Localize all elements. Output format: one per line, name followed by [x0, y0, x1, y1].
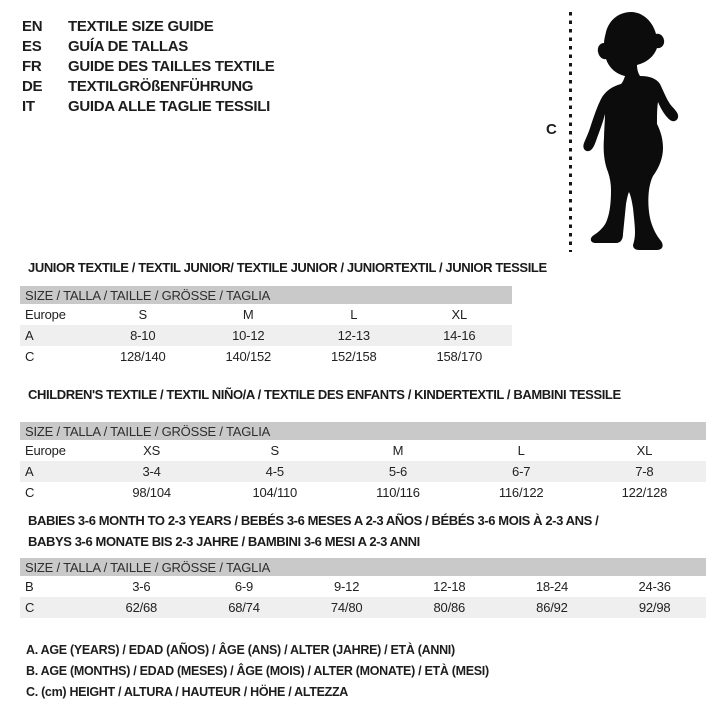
language-title: GUIDA ALLE TAGLIE TESSILI: [68, 97, 270, 115]
cell: 6-7: [460, 461, 583, 482]
cell: XS: [143, 443, 161, 458]
cell: 104/110: [252, 485, 298, 500]
table-row: [20, 576, 706, 597]
cell: 9-12: [334, 579, 360, 594]
cell: 7-8: [583, 461, 706, 482]
cell: XL: [636, 443, 653, 458]
row-label: B: [25, 579, 34, 594]
size-header-band: SIZE / TALLA / TAILLE / GRÖSSE / TAGLIA: [20, 558, 706, 576]
cell: S: [138, 307, 147, 322]
babies-section-title: BABIES 3-6 MONTH TO 2-3 YEARS / BEBÉS 3-6 MESES A 2-3 AÑOS / BÉBÉS 3-6 MOIS À 2-3 ANS / BABYS 3-6 MONATE BIS 2-3 JAHRE / BAMBINI 3-6 MESI A 2-3 ANNI: [28, 513, 599, 549]
cell: 10-12: [196, 325, 302, 346]
toddler-silhouette-icon: [578, 10, 688, 250]
cell: 8-10: [90, 325, 196, 346]
footnote-a: A. AGE (YEARS) / EDAD (AÑOS) / ÂGE (ANS) / ALTER (JAHRE) / ETÀ (ANNI): [26, 643, 455, 657]
junior-size-table: [20, 286, 512, 367]
language-title: TEXTILE SIZE GUIDE: [68, 17, 214, 35]
cell: 4-5: [213, 461, 336, 482]
cell: L: [350, 307, 358, 322]
cell: L: [517, 443, 525, 458]
row-label: Europe: [25, 307, 66, 322]
cell: 6-9: [234, 579, 254, 594]
language-code: IT: [22, 97, 35, 115]
language-code: FR: [22, 57, 42, 75]
cell: 24-36: [638, 579, 671, 594]
cell: 158/170: [436, 349, 483, 364]
language-row-fr: [22, 56, 274, 76]
cell: 122/128: [621, 485, 668, 500]
row-label: Europe: [25, 443, 66, 458]
cell: 3-4: [90, 461, 213, 482]
cell: 140/152: [225, 349, 272, 364]
cell: 68/74: [193, 597, 296, 618]
language-code: ES: [22, 37, 42, 55]
cell: 74/80: [295, 597, 398, 618]
cell: 3-6: [132, 579, 151, 594]
cell: 116/122: [498, 485, 544, 500]
babies-size-table: [20, 558, 706, 618]
table-row: [20, 325, 512, 346]
height-label-c: C: [546, 121, 557, 138]
table-row: [20, 346, 512, 367]
language-row-en: [22, 16, 274, 36]
language-title: GUIDE DES TAILLES TEXTILE: [68, 57, 275, 75]
size-header-band: SIZE / TALLA / TAILLE / GRÖSSE / TAGLIA: [20, 286, 512, 304]
table-header-row: [20, 286, 512, 304]
footnotes: [26, 640, 489, 703]
cell: 5-6: [336, 461, 459, 482]
table-header-row: [20, 558, 706, 576]
table-row: [20, 440, 706, 461]
cell: S: [270, 443, 280, 458]
language-code: EN: [22, 17, 43, 35]
language-title: TEXTILGRÖßENFÜHRUNG: [68, 77, 254, 95]
cell: 18-24: [535, 579, 569, 594]
row-label: C: [20, 597, 90, 618]
cell: M: [392, 443, 404, 458]
table-row: [20, 461, 706, 482]
table-row: [20, 597, 706, 618]
height-figure: [540, 8, 700, 258]
language-title: GUÍA DE TALLAS: [68, 37, 188, 55]
junior-section-title: JUNIOR TEXTILE / TEXTIL JUNIOR/ TEXTILE JUNIOR / JUNIORTEXTIL / JUNIOR TESSILE: [28, 260, 547, 275]
cell: 62/68: [90, 597, 193, 618]
cell: 12-13: [301, 325, 407, 346]
children-size-table: [20, 422, 706, 503]
language-row-de: [22, 76, 274, 96]
size-header-band: SIZE / TALLA / TAILLE / GRÖSSE / TAGLIA: [20, 422, 706, 440]
cell: 128/140: [119, 349, 166, 364]
cell: 12-18: [433, 579, 466, 594]
cell: 14-16: [407, 325, 513, 346]
cell: 152/158: [330, 349, 377, 364]
language-code: DE: [22, 77, 43, 95]
language-list: [22, 16, 274, 116]
cell: XL: [451, 307, 467, 322]
footnote-b: B. AGE (MONTHS) / EDAD (MESES) / ÂGE (MOIS) / ALTER (MONATE) / ETÀ (MESI): [26, 664, 489, 678]
cell: 110/116: [376, 485, 420, 500]
cell: 80/86: [398, 597, 501, 618]
footnote-c: C. (cm) HEIGHT / ALTURA / HAUTEUR / HÖHE / ALTEZZA: [26, 685, 349, 699]
children-section-title: CHILDREN'S TEXTILE / TEXTIL NIÑO/A / TEXTILE DES ENFANTS / KINDERTEXTIL / BAMBINI TESSILE: [28, 387, 621, 402]
table-header-row: [20, 422, 706, 440]
table-row: [20, 482, 706, 503]
row-label: A: [20, 461, 90, 482]
cell: 86/92: [501, 597, 604, 618]
language-row-es: [22, 36, 274, 56]
row-label: C: [25, 485, 35, 500]
language-row-it: [22, 96, 274, 116]
table-row: [20, 304, 512, 325]
height-indicator-dotted-line: [569, 12, 572, 252]
cell: M: [242, 307, 254, 322]
cell: 98/104: [132, 485, 171, 500]
cell: 92/98: [603, 597, 706, 618]
row-label: C: [25, 349, 35, 364]
row-label: A: [20, 325, 90, 346]
